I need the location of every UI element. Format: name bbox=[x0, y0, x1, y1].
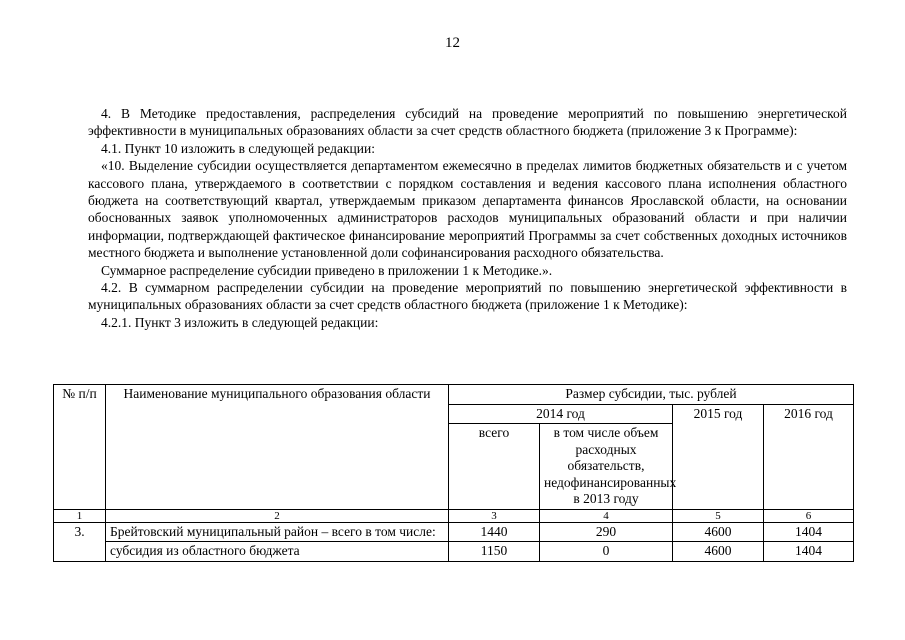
row-2016: 1404 bbox=[764, 542, 854, 562]
paragraph-item-10: «10. Выделение субсидии осуществляется департаментом ежемесячно в пределах лимитов бюджетных обязательств и с учетом кассового плана, утверждаемого в соответствии с порядком составления и ведения кассового плана исполнения областного бюджета на соответствующий квартал, утверждаемым приказом департамента финансов Ярославской области, на основании обоснованных заявок уполномоченных администраторов расходов муниципальных образований области и при наличии информации, подтверждающей фактическое финансирование мероприятий Программы за счет собственных доходных источников местного бюджета и выполнение установленной доли софинансирования расходного обязательства. bbox=[88, 158, 847, 261]
header-total: всего bbox=[449, 424, 540, 510]
column-number: 5 bbox=[673, 509, 764, 522]
paragraph-item-4-1: 4.1. Пункт 10 изложить в следующей редакции: bbox=[101, 140, 375, 156]
column-number: 1 bbox=[54, 509, 106, 522]
header-unfunded: в том числе объем расходных обязательств, недофинансированных в 2013 году bbox=[540, 424, 673, 510]
row-total-2014: 1150 bbox=[449, 542, 540, 562]
row-name: субсидия из областного бюджета bbox=[106, 542, 449, 562]
paragraph-item-4-2: 4.2. В суммарном распределении субсидии на проведение мероприятий по повышению энергетической эффективности в муниципальных образованиях области за счет средств областного бюджета (приложение 1 к Методике): bbox=[88, 280, 847, 313]
document-body bbox=[88, 105, 847, 331]
header-year-2015: 2015 год bbox=[673, 404, 764, 424]
row-num bbox=[54, 542, 106, 562]
column-number: 3 bbox=[449, 509, 540, 522]
row-total-2014: 1440 bbox=[449, 522, 540, 542]
row-2015: 4600 bbox=[673, 542, 764, 562]
column-number-row bbox=[54, 509, 854, 522]
table-header-row bbox=[54, 385, 854, 405]
header-name: Наименование муниципального образования области bbox=[106, 385, 449, 510]
header-subsidy-size: Размер субсидии, тыс. рублей bbox=[449, 385, 854, 405]
row-unfunded-2013: 290 bbox=[540, 522, 673, 542]
column-number: 4 bbox=[540, 509, 673, 522]
row-unfunded-2013: 0 bbox=[540, 542, 673, 562]
row-2016: 1404 bbox=[764, 522, 854, 542]
table-row bbox=[54, 522, 854, 542]
header-year-2016: 2016 год bbox=[764, 404, 854, 424]
column-number: 2 bbox=[106, 509, 449, 522]
subsidy-table bbox=[53, 384, 854, 562]
column-number: 6 bbox=[764, 509, 854, 522]
header-year-2016-cont bbox=[764, 424, 854, 510]
header-year-2014: 2014 год bbox=[449, 404, 673, 424]
row-num: 3. bbox=[54, 522, 106, 542]
header-num: № п/п bbox=[54, 385, 106, 510]
header-year-2015-cont bbox=[673, 424, 764, 510]
page-number: 12 bbox=[445, 35, 460, 51]
table-row bbox=[54, 542, 854, 562]
paragraph-item-4-2-1: 4.2.1. Пункт 3 изложить в следующей редакции: bbox=[101, 314, 379, 330]
row-2015: 4600 bbox=[673, 522, 764, 542]
paragraph-methodology: 4. В Методике предоставления, распределения субсидий на проведение мероприятий по повышению энергетической эффективности в муниципальных образованиях области за счет средств областного бюджета (приложение 3 к Программе): bbox=[88, 106, 847, 139]
paragraph-summary: Суммарное распределение субсидии приведено в приложении 1 к Методике.». bbox=[101, 262, 553, 278]
row-name: Брейтовский муниципальный район – всего в том числе: bbox=[106, 522, 449, 542]
